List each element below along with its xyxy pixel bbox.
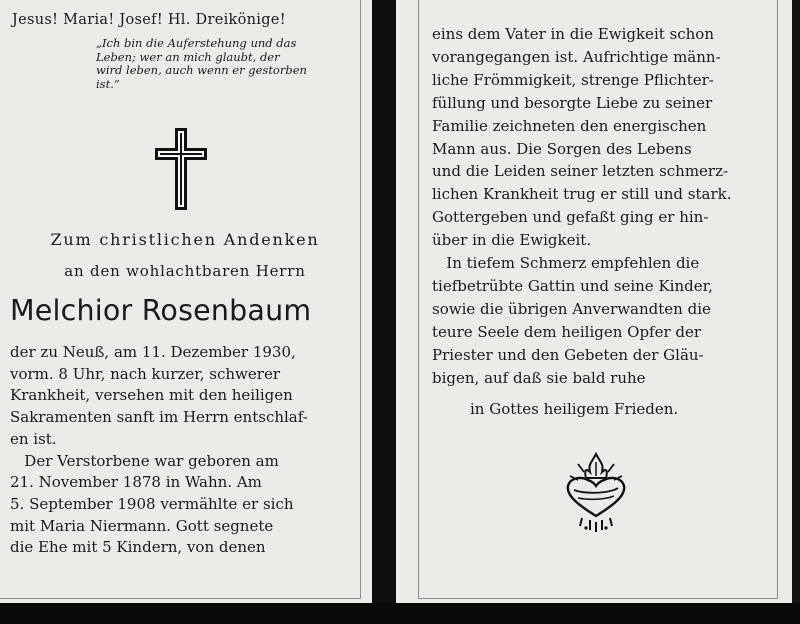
text-line: teure Seele dem heiligen Opfer der [432, 322, 702, 341]
scan-border [0, 603, 800, 624]
text-line: bigen, auf daß sie bald ruhe [432, 368, 646, 387]
invocation-header: Jesus! Maria! Josef! Hl. Dreikönige! [12, 12, 286, 28]
text-line: Krankheit, versehen mit den heiligen [10, 386, 293, 405]
latin-cross-icon [154, 127, 208, 211]
text-line: Mann aus. Die Sorgen des Lebens [432, 139, 692, 158]
deceased-name: Melchior Rosenbaum [10, 294, 312, 327]
text-line: die Ehe mit 5 Kindern, von denen [10, 538, 266, 557]
bible-quote [96, 37, 307, 91]
memorial-heading: Zum christlichen Andenken [50, 230, 320, 249]
text-line: 5. September 1908 vermählte er sich [10, 494, 294, 513]
text-line: In tiefem Schmerz empfehlen die [432, 254, 700, 273]
honorific-line: an den wohlachtbaren Herrn [64, 262, 306, 280]
text-line: en ist. [10, 429, 57, 448]
text-line: tiefbetrübte Gattin und seine Kinder, [432, 276, 713, 295]
text-line: mit Maria Niermann. Gott segnete [10, 516, 274, 535]
sacred-heart-icon [560, 450, 632, 534]
text-line: über in die Ewigkeit. [432, 231, 592, 250]
text-line: 21. November 1878 in Wahn. Am [10, 473, 262, 492]
card-spine [372, 0, 396, 624]
text-line: lichen Krankheit trug er still und stark. [432, 185, 732, 204]
quote-line: „Ich bin die Auferstehung und das [96, 36, 297, 50]
text-line: Gottergeben und gefaßt ging er hin- [432, 208, 709, 227]
text-line: Sakramenten sanft im Herrn entschlaf- [10, 408, 308, 427]
text-line: eins dem Vater in die Ewigkeit schon [432, 25, 714, 43]
left-body-text [10, 342, 308, 559]
text-line: Familie zeichneten den energischen [432, 116, 707, 135]
text-line: vorm. 8 Uhr, nach kurzer, schwerer [10, 364, 280, 383]
text-line: Priester und den Gebeten der Gläu- [432, 345, 704, 364]
quote-line: wird leben, auch wenn er gestorben [96, 63, 307, 77]
text-line: und die Leiden seiner letzten schmerz- [432, 162, 729, 181]
quote-line: ist.“ [96, 76, 120, 91]
text-line: vorangegangen ist. Aufrichtige männ- [432, 47, 721, 66]
text-line: liche Frömmigkeit, strenge Pflichter- [432, 70, 714, 89]
right-body-text [432, 23, 731, 390]
quote-line: Leben; wer an mich glaubt, der [96, 49, 280, 64]
text-line: sowie die übrigen Anverwandten die [432, 299, 711, 318]
text-line: der zu Neuß, am 11. Dezember 1930, [10, 343, 296, 361]
closing-line: in Gottes heiligem Frieden. [470, 400, 679, 418]
text-line: Der Verstorbene war geboren am [10, 451, 279, 470]
text-line: füllung und besorgte Liebe zu seiner [432, 93, 713, 112]
